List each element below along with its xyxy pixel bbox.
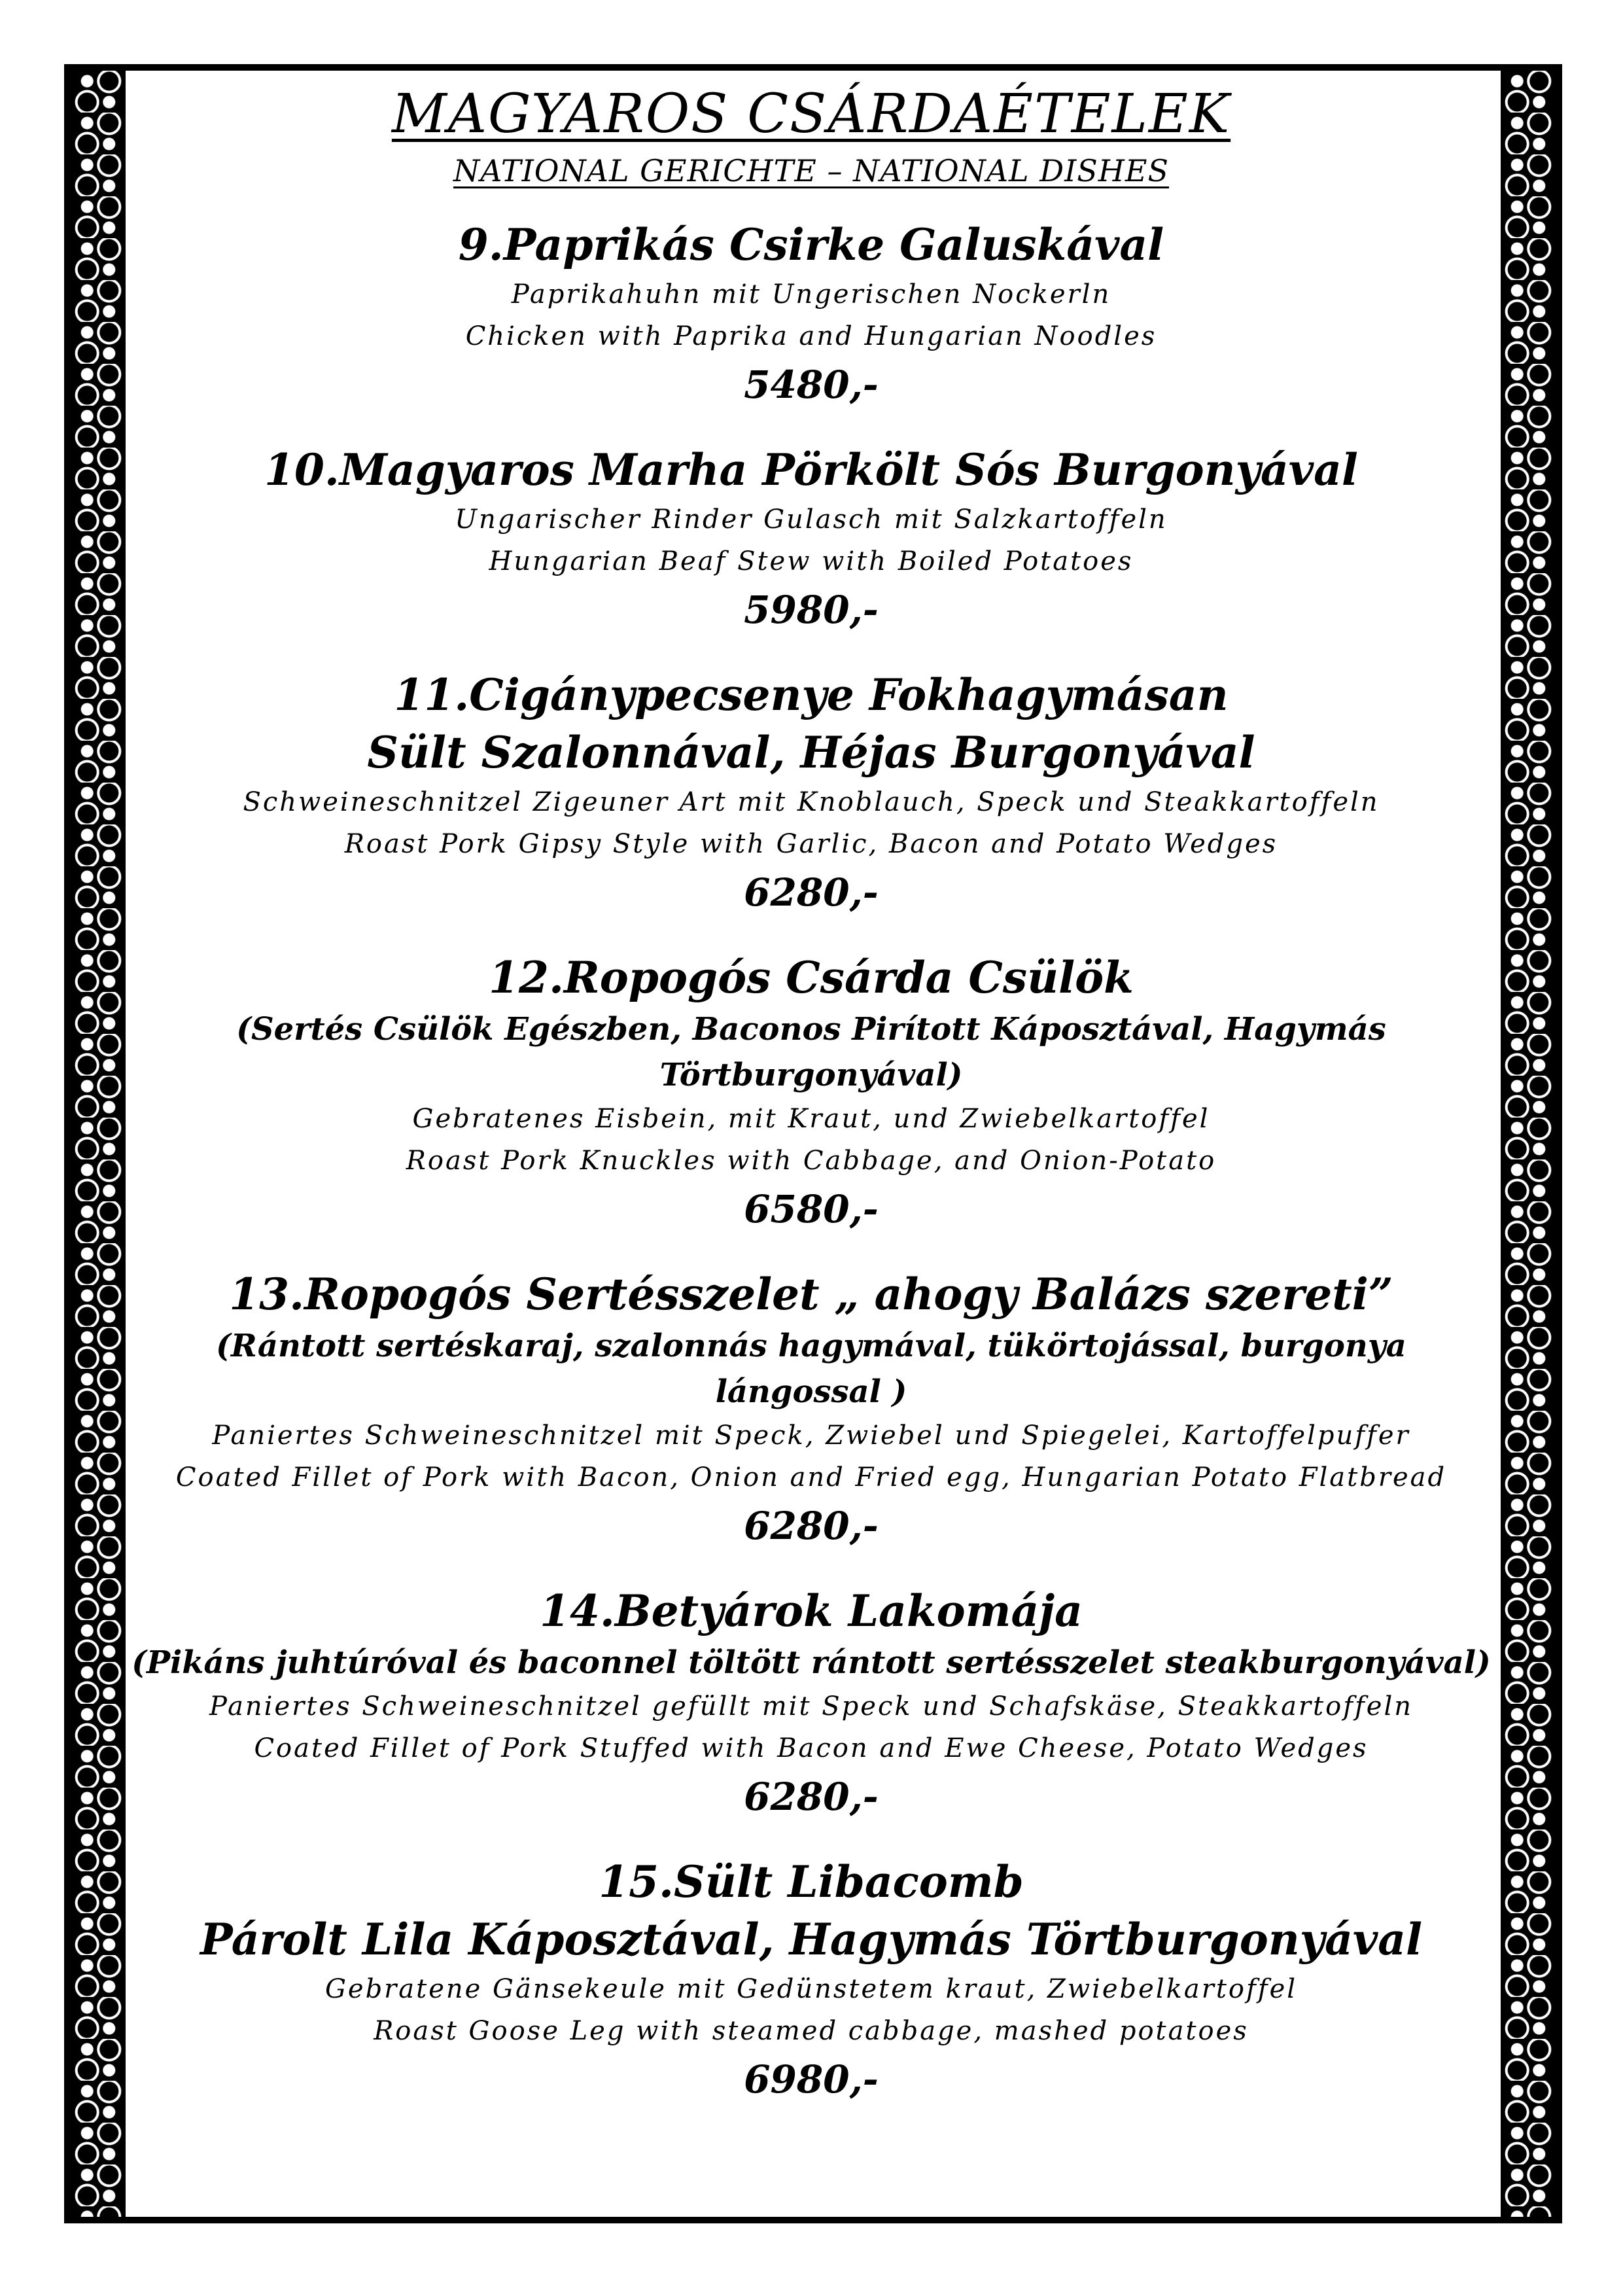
- dish-price: 6280,-: [744, 1504, 879, 1548]
- menu-content: [131, 79, 1492, 2212]
- dish-note: (Rántott sertéskaraj, szalonnás hagymával, tükörtojással, burgonya lángossal ): [216, 1328, 1406, 1410]
- dish-name: 11.Cigánypecsenye Fokhagymásan: [394, 669, 1229, 720]
- dish-description-de: Gebratene Gänsekeule mit Gedünstetem kraut, Zwiebelkartoffel: [324, 1974, 1298, 2004]
- dish-price: 6580,-: [744, 1187, 879, 1231]
- dish-name: 12.Ropogós Csárda Csülök: [489, 952, 1134, 1003]
- menu-item-9: [131, 216, 1492, 412]
- menu-item-11: [131, 666, 1492, 920]
- dish-description-en: Roast Goose Leg with steamed cabbage, mashed potatoes: [374, 2016, 1249, 2046]
- dish-description-de: Ungarischer Rinder Gulasch mit Salzkartoffeln: [455, 504, 1168, 535]
- dish-description-en: Roast Pork Gipsy Style with Garlic, Bacon and Potato Wedges: [344, 829, 1278, 859]
- dish-price: 6280,-: [744, 870, 879, 915]
- dish-name: 9.Paprikás Csirke Galuskával: [458, 219, 1164, 270]
- menu-item-14: [131, 1582, 1492, 1824]
- dish-description-en: Hungarian Beaf Stew with Boiled Potatoes: [489, 546, 1134, 576]
- dish-description-de: Gebratenes Eisbein, mit Kraut, und Zwiebelkartoffel: [412, 1104, 1210, 1134]
- dish-name: 10.Magyaros Marha Pörkölt Sós Burgonyával: [264, 444, 1358, 495]
- dish-description-en: Coated Fillet of Pork with Bacon, Onion and Fried egg, Hungarian Potato Flatbread: [175, 1462, 1447, 1492]
- dish-price: 5980,-: [744, 588, 879, 632]
- ornamental-border-left: [71, 71, 126, 2217]
- dish-price: 5480,-: [744, 362, 879, 407]
- ornamental-border-right: [1501, 71, 1556, 2217]
- dish-name-line-2: Párolt Lila Káposztával, Hagymás Törtburgonyával: [200, 1914, 1423, 1965]
- dish-name: 14.Betyárok Lakomája: [540, 1585, 1083, 1636]
- dish-description-de: Paniertes Schweineschnitzel mit Speck, Zwiebel und Spiegelei, Kartoffelpuffer: [212, 1421, 1410, 1451]
- dish-description-en: Chicken with Paprika and Hungarian Noodles: [465, 321, 1157, 351]
- dish-description-de: Schweineschnitzel Zigeuner Art mit Knoblauch, Speck und Steakkartoffeln: [243, 787, 1380, 817]
- dish-name: 15.Sült Libacomb: [599, 1856, 1024, 1907]
- menu-item-15: [131, 1853, 1492, 2107]
- page-title: MAGYAROS CSÁRDAÉTELEK: [391, 83, 1231, 145]
- dish-name: 13.Ropogós Sertésszelet „ ahogy Balázs szereti”: [229, 1269, 1393, 1320]
- menu-item-13: [131, 1265, 1492, 1553]
- dish-note: (Pikáns juhtúróval és baconnel töltött rántott sertésszelet steakburgonyával): [131, 1644, 1491, 1681]
- dish-description-en: Roast Pork Knuckles with Cabbage, and Onion-Potato: [406, 1146, 1217, 1176]
- page-subtitle: NATIONAL GERICHTE – NATIONAL DISHES: [453, 153, 1170, 188]
- dish-price: 6280,-: [744, 1775, 879, 1819]
- dish-description-en: Coated Fillet of Pork Stuffed with Bacon and Ewe Cheese, Potato Wedges: [254, 1733, 1369, 1763]
- dish-description-de: Paprikahuhn mit Ungerischen Nockerln: [511, 279, 1111, 309]
- dish-description-de: Paniertes Schweineschnitzel gefüllt mit Speck und Schafskäse, Steakkartoffeln: [209, 1691, 1414, 1722]
- menu-item-12: [131, 949, 1492, 1237]
- dish-name-line-2: Sült Szalonnával, Héjas Burgonyával: [367, 727, 1255, 778]
- dish-note: (Sertés Csülök Egészben, Baconos Pirított Káposztával, Hagymás Törtburgonyával): [236, 1011, 1386, 1093]
- menu-item-10: [131, 441, 1492, 637]
- dish-price: 6980,-: [744, 2057, 879, 2102]
